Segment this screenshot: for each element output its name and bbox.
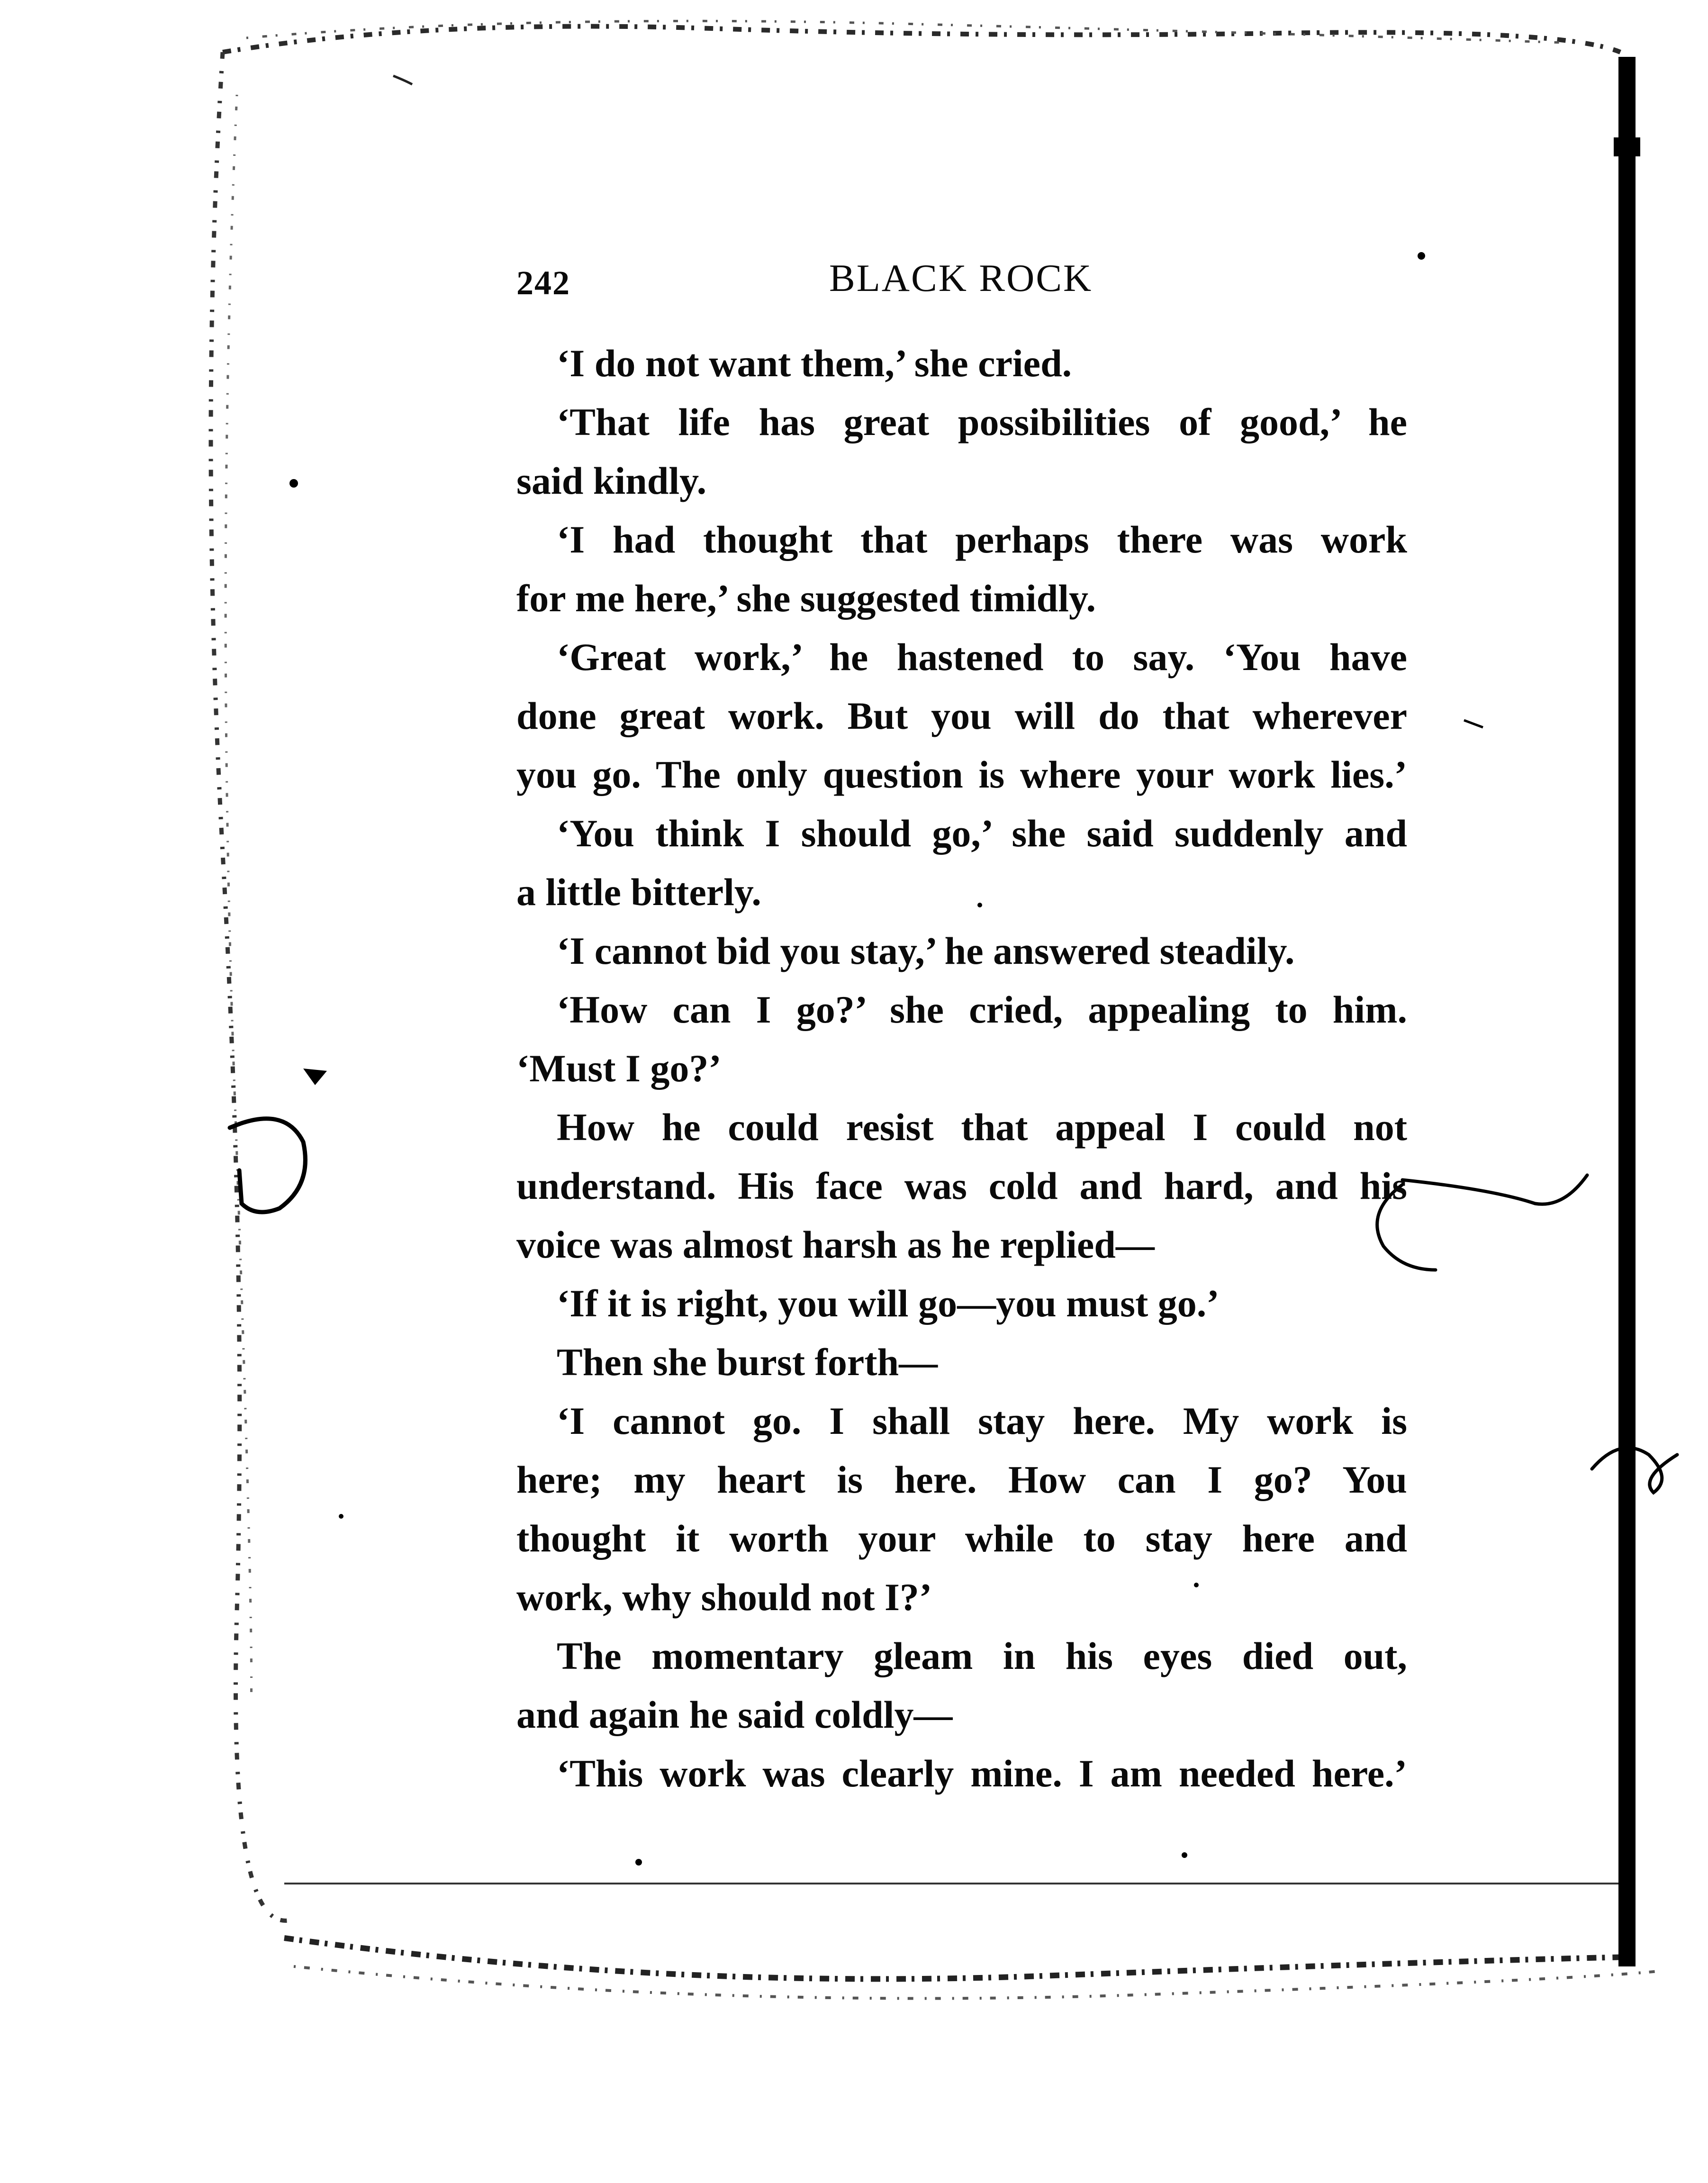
text-line: for me here,’ she suggested timidly. bbox=[516, 577, 1096, 620]
text-line: ‘If it is right, you will go—you must go.’ bbox=[557, 1282, 1220, 1325]
text-line: ‘This work was clearly mine. I am needed here.’ bbox=[557, 1752, 1407, 1795]
text-line: thought it worth your while to stay here and bbox=[516, 1517, 1407, 1560]
text-line: a little bitterly. bbox=[516, 870, 761, 914]
text-line: ‘I do not want them,’ she cried. bbox=[557, 342, 1072, 385]
text-line: ‘I cannot bid you stay,’ he answered steadily. bbox=[557, 929, 1295, 972]
text-line: Then she burst forth— bbox=[557, 1341, 938, 1384]
bottom-edge-noise bbox=[284, 1938, 1630, 1979]
page-header bbox=[516, 256, 1417, 313]
right-binding-bar bbox=[1618, 57, 1636, 1966]
text-line: ‘Great work,’ he hastened to say. ‘You have bbox=[557, 635, 1407, 679]
text-line: here; my heart is here. How can I go? You bbox=[516, 1458, 1407, 1501]
speck bbox=[635, 1859, 642, 1866]
speck bbox=[339, 1514, 343, 1519]
running-title: BLACK ROCK bbox=[829, 256, 1093, 299]
text-line: work, why should not I?’ bbox=[516, 1576, 932, 1619]
pen-dash-right bbox=[1464, 720, 1483, 727]
text-line: and again he said coldly— bbox=[516, 1693, 953, 1736]
page-number: 242 bbox=[516, 264, 570, 302]
text-line: ‘I cannot go. I shall stay here. My work is bbox=[557, 1399, 1407, 1442]
text-line: The momentary gleam in his eyes died out, bbox=[557, 1634, 1407, 1677]
pen-loop-left bbox=[230, 1119, 305, 1212]
text-line: ‘Must I go?’ bbox=[516, 1047, 722, 1090]
speck bbox=[1182, 1852, 1187, 1858]
text-line: ‘You think I should go,’ she said suddenly and bbox=[557, 812, 1407, 855]
bottom-edge-noise-2 bbox=[294, 1966, 1658, 1999]
text-line: you go. The only question is where your work lies.’ bbox=[516, 753, 1407, 796]
text-line: ‘How can I go?’ she cried, appealing to him. bbox=[557, 988, 1407, 1031]
text-line: How he could resist that appeal I could not bbox=[557, 1105, 1407, 1149]
text-line: ‘I had thought that perhaps there was work bbox=[557, 518, 1407, 561]
pen-line-right bbox=[1402, 1175, 1587, 1204]
text-line: voice was almost harsh as he replied— bbox=[516, 1223, 1155, 1266]
speck bbox=[289, 479, 298, 488]
speck bbox=[1418, 252, 1425, 260]
text-line: ‘That life has great possibilities of good,’ he bbox=[557, 400, 1407, 444]
ink-blot bbox=[303, 1069, 327, 1085]
pen-dash-top bbox=[393, 76, 412, 84]
text-line: said kindly. bbox=[516, 459, 707, 502]
top-edge-noise bbox=[223, 27, 1620, 52]
left-edge-noise-2 bbox=[226, 95, 251, 1706]
left-edge-noise bbox=[211, 52, 294, 1920]
text-line: understand. His face was cold and hard, and his bbox=[516, 1164, 1407, 1207]
right-binding-notch bbox=[1614, 137, 1640, 156]
text-line: done great work. But you will do that wherever bbox=[516, 694, 1407, 737]
body-text bbox=[516, 334, 1407, 1803]
